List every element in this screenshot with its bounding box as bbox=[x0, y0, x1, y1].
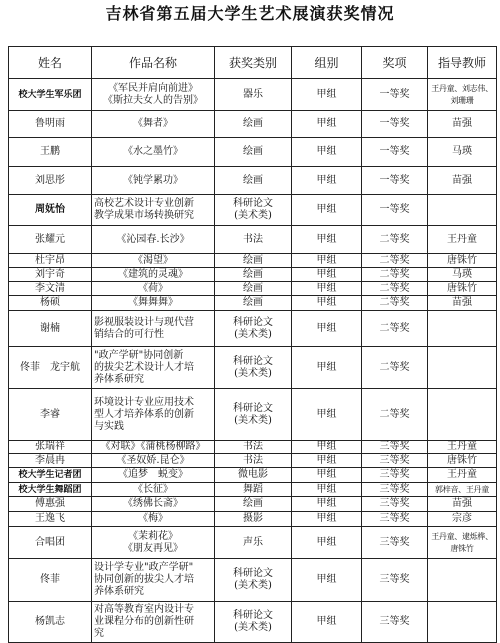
cell-group: 甲组 bbox=[292, 441, 362, 454]
cell-category: 绘画 bbox=[215, 167, 292, 195]
cell-work: 《绣佛长斋》 bbox=[92, 497, 215, 512]
cell-group: 甲组 bbox=[292, 497, 362, 512]
table-header-row bbox=[9, 47, 497, 79]
cell-work: 《追梦 蜕变》 bbox=[92, 468, 215, 483]
cell-award: 二等奖 bbox=[362, 296, 428, 311]
cell-category: 绘画 bbox=[215, 268, 292, 282]
cell-category: 科研论文 (美术类) bbox=[215, 559, 292, 602]
cell-award: 一等奖 bbox=[362, 138, 428, 167]
cell-work: 《圣奴娇.昆仑》 bbox=[92, 454, 215, 468]
table-row bbox=[9, 79, 497, 111]
cell-work: 《渴望》 bbox=[92, 254, 215, 268]
cell-award: 三等奖 bbox=[362, 602, 428, 643]
header-award: 奖项 bbox=[362, 47, 428, 79]
table-row bbox=[9, 138, 497, 167]
header-category: 获奖类别 bbox=[215, 47, 292, 79]
cell-work: 环境设计专业应用技术 型人才培养体系的创新 与实践 bbox=[92, 389, 215, 441]
cell-category: 绘画 bbox=[215, 497, 292, 512]
cell-name: 刘宇奇 bbox=[9, 268, 92, 282]
cell-group: 甲组 bbox=[292, 602, 362, 643]
cell-name: 张瑞祥 bbox=[9, 441, 92, 454]
cell-category: 书法 bbox=[215, 226, 292, 254]
cell-name: 傅惠强 bbox=[9, 497, 92, 512]
table-row bbox=[9, 195, 497, 226]
table-row bbox=[9, 254, 497, 268]
cell-group: 甲组 bbox=[292, 311, 362, 347]
cell-award: 三等奖 bbox=[362, 527, 428, 559]
cell-group: 甲组 bbox=[292, 512, 362, 527]
cell-group: 甲组 bbox=[292, 254, 362, 268]
cell-teacher bbox=[428, 559, 497, 602]
cell-category: 绘画 bbox=[215, 282, 292, 296]
cell-category: 微电影 bbox=[215, 468, 292, 483]
cell-name: 合唱团 bbox=[9, 527, 92, 559]
cell-work: 《建筑的灵魂》 bbox=[92, 268, 215, 282]
cell-award: 一等奖 bbox=[362, 79, 428, 111]
cell-group: 甲组 bbox=[292, 282, 362, 296]
header-work: 作品名称 bbox=[92, 47, 215, 79]
cell-award: 一等奖 bbox=[362, 195, 428, 226]
cell-group: 甲组 bbox=[292, 347, 362, 389]
cell-teacher: 王丹童、刘志伟、 刘珊珊 bbox=[428, 79, 497, 111]
cell-group: 甲组 bbox=[292, 79, 362, 111]
cell-group: 甲组 bbox=[292, 389, 362, 441]
table-row bbox=[9, 441, 497, 454]
cell-award: 三等奖 bbox=[362, 454, 428, 468]
cell-award: 二等奖 bbox=[362, 282, 428, 296]
cell-group: 甲组 bbox=[292, 527, 362, 559]
cell-group: 甲组 bbox=[292, 226, 362, 254]
cell-award: 三等奖 bbox=[362, 512, 428, 527]
cell-award: 三等奖 bbox=[362, 559, 428, 602]
cell-teacher bbox=[428, 311, 497, 347]
table-row bbox=[9, 512, 497, 527]
cell-category: 科研论文 (美术类) bbox=[215, 389, 292, 441]
cell-teacher: 苗强 bbox=[428, 167, 497, 195]
table-row bbox=[9, 559, 497, 602]
cell-work: 对高等教育室内设计专 业课程分布的创新性研 究 bbox=[92, 602, 215, 643]
cell-category: 书法 bbox=[215, 454, 292, 468]
cell-category: 绘画 bbox=[215, 138, 292, 167]
cell-work: 《水之墨竹》 bbox=[92, 138, 215, 167]
cell-name: 校大学生舞蹈团 bbox=[9, 483, 92, 497]
header-teacher: 指导教师 bbox=[428, 47, 497, 79]
table-row bbox=[9, 454, 497, 468]
table-row bbox=[9, 268, 497, 282]
cell-teacher: 宗彦 bbox=[428, 512, 497, 527]
cell-name: 王鹏 bbox=[9, 138, 92, 167]
cell-teacher: 唐铢竹 bbox=[428, 454, 497, 468]
cell-category: 器乐 bbox=[215, 79, 292, 111]
cell-group: 甲组 bbox=[292, 483, 362, 497]
cell-category: 绘画 bbox=[215, 296, 292, 311]
cell-name: 周妩怡 bbox=[9, 195, 92, 226]
cell-category: 舞蹈 bbox=[215, 483, 292, 497]
cell-group: 甲组 bbox=[292, 454, 362, 468]
cell-group: 甲组 bbox=[292, 167, 362, 195]
cell-category: 书法 bbox=[215, 441, 292, 454]
table-row bbox=[9, 389, 497, 441]
cell-category: 摄影 bbox=[215, 512, 292, 527]
awards-table bbox=[8, 46, 497, 643]
cell-teacher: 王丹童 bbox=[428, 441, 497, 454]
cell-work: 《长征》 bbox=[92, 483, 215, 497]
cell-category: 声乐 bbox=[215, 527, 292, 559]
table-row bbox=[9, 497, 497, 512]
table-row bbox=[9, 527, 497, 559]
cell-teacher: 苗强 bbox=[428, 497, 497, 512]
cell-name: 李文清 bbox=[9, 282, 92, 296]
cell-award: 二等奖 bbox=[362, 226, 428, 254]
cell-teacher bbox=[428, 347, 497, 389]
cell-award: 二等奖 bbox=[362, 347, 428, 389]
cell-work: 《梅》 bbox=[92, 512, 215, 527]
cell-group: 甲组 bbox=[292, 138, 362, 167]
cell-name: 张耀元 bbox=[9, 226, 92, 254]
cell-category: 绘画 bbox=[215, 254, 292, 268]
cell-name: 杨凯志 bbox=[9, 602, 92, 643]
cell-teacher bbox=[428, 195, 497, 226]
cell-group: 甲组 bbox=[292, 111, 362, 138]
cell-name: 李晨冉 bbox=[9, 454, 92, 468]
cell-award: 二等奖 bbox=[362, 311, 428, 347]
cell-work: 《舞舞舞》 bbox=[92, 296, 215, 311]
cell-name: 王逸飞 bbox=[9, 512, 92, 527]
cell-group: 甲组 bbox=[292, 195, 362, 226]
cell-work: 高校艺术设计专业创新 教学成果市场转换研究 bbox=[92, 195, 215, 226]
cell-award: 一等奖 bbox=[362, 111, 428, 138]
cell-name: 杜宇昂 bbox=[9, 254, 92, 268]
table-row bbox=[9, 167, 497, 195]
cell-group: 甲组 bbox=[292, 268, 362, 282]
cell-teacher: 王丹童 bbox=[428, 226, 497, 254]
cell-award: 三等奖 bbox=[362, 497, 428, 512]
cell-group: 甲组 bbox=[292, 559, 362, 602]
cell-teacher bbox=[428, 602, 497, 643]
cell-category: 科研论文 (美术类) bbox=[215, 195, 292, 226]
cell-name: 刘思彤 bbox=[9, 167, 92, 195]
page-title: 吉林省第五届大学生艺术展演获奖情况 bbox=[105, 4, 395, 23]
cell-teacher: 王丹童 bbox=[428, 468, 497, 483]
cell-teacher: 马瑛 bbox=[428, 268, 497, 282]
cell-work: 《钝学累功》 bbox=[92, 167, 215, 195]
table-row bbox=[9, 296, 497, 311]
cell-teacher: 苗强 bbox=[428, 296, 497, 311]
table-row bbox=[9, 347, 497, 389]
table-row bbox=[9, 226, 497, 254]
cell-teacher: 苗强 bbox=[428, 111, 497, 138]
cell-work: 《对联》《蒲桃杨柳路》 bbox=[92, 441, 215, 454]
cell-teacher: 马瑛 bbox=[428, 138, 497, 167]
cell-name: 佟菲 龙宇航 bbox=[9, 347, 92, 389]
cell-work: 《荷》 bbox=[92, 282, 215, 296]
table-row bbox=[9, 311, 497, 347]
cell-name: 校大学生记者团 bbox=[9, 468, 92, 483]
cell-name: 杨硕 bbox=[9, 296, 92, 311]
cell-award: 三等奖 bbox=[362, 441, 428, 454]
cell-work: 《茉莉花》 《朋友再见》 bbox=[92, 527, 215, 559]
cell-award: 二等奖 bbox=[362, 389, 428, 441]
cell-teacher: 王丹童、逮烁桦、 唐铢竹 bbox=[428, 527, 497, 559]
cell-group: 甲组 bbox=[292, 468, 362, 483]
cell-group: 甲组 bbox=[292, 296, 362, 311]
cell-name: 李睿 bbox=[9, 389, 92, 441]
cell-work: 《舞者》 bbox=[92, 111, 215, 138]
cell-work: 设计学专业"政产学研" 协同创新的拔尖人才培 养体系研究 bbox=[92, 559, 215, 602]
table-row bbox=[9, 282, 497, 296]
table-row bbox=[9, 111, 497, 138]
cell-teacher: 郭梓音、王丹童 bbox=[428, 483, 497, 497]
cell-name: 佟菲 bbox=[9, 559, 92, 602]
table-row bbox=[9, 468, 497, 483]
header-group: 组别 bbox=[292, 47, 362, 79]
table-row bbox=[9, 602, 497, 643]
cell-work: 《沁园春.长沙》 bbox=[92, 226, 215, 254]
table-row bbox=[9, 483, 497, 497]
cell-name: 鲁明雨 bbox=[9, 111, 92, 138]
cell-category: 科研论文 (美术类) bbox=[215, 602, 292, 643]
cell-award: 一等奖 bbox=[362, 167, 428, 195]
cell-category: 科研论文 (美术类) bbox=[215, 311, 292, 347]
cell-teacher bbox=[428, 389, 497, 441]
cell-teacher: 唐铢竹 bbox=[428, 282, 497, 296]
cell-category: 科研论文 (美术类) bbox=[215, 347, 292, 389]
cell-award: 二等奖 bbox=[362, 254, 428, 268]
cell-award: 三等奖 bbox=[362, 468, 428, 483]
cell-award: 三等奖 bbox=[362, 483, 428, 497]
cell-teacher: 唐铢竹 bbox=[428, 254, 497, 268]
cell-award: 二等奖 bbox=[362, 268, 428, 282]
cell-work: "政产学研"协同创新 的拔尖艺术设计人才培 养体系研究 bbox=[92, 347, 215, 389]
cell-work: 影视服装设计与现代营 销结合的可行性 bbox=[92, 311, 215, 347]
cell-category: 绘画 bbox=[215, 111, 292, 138]
header-name: 姓名 bbox=[9, 47, 92, 79]
cell-name: 校大学生军乐团 bbox=[9, 79, 92, 111]
cell-name: 谢楠 bbox=[9, 311, 92, 347]
cell-work: 《军民并肩向前进》 《斯拉夫女人的告别》 bbox=[92, 79, 215, 111]
